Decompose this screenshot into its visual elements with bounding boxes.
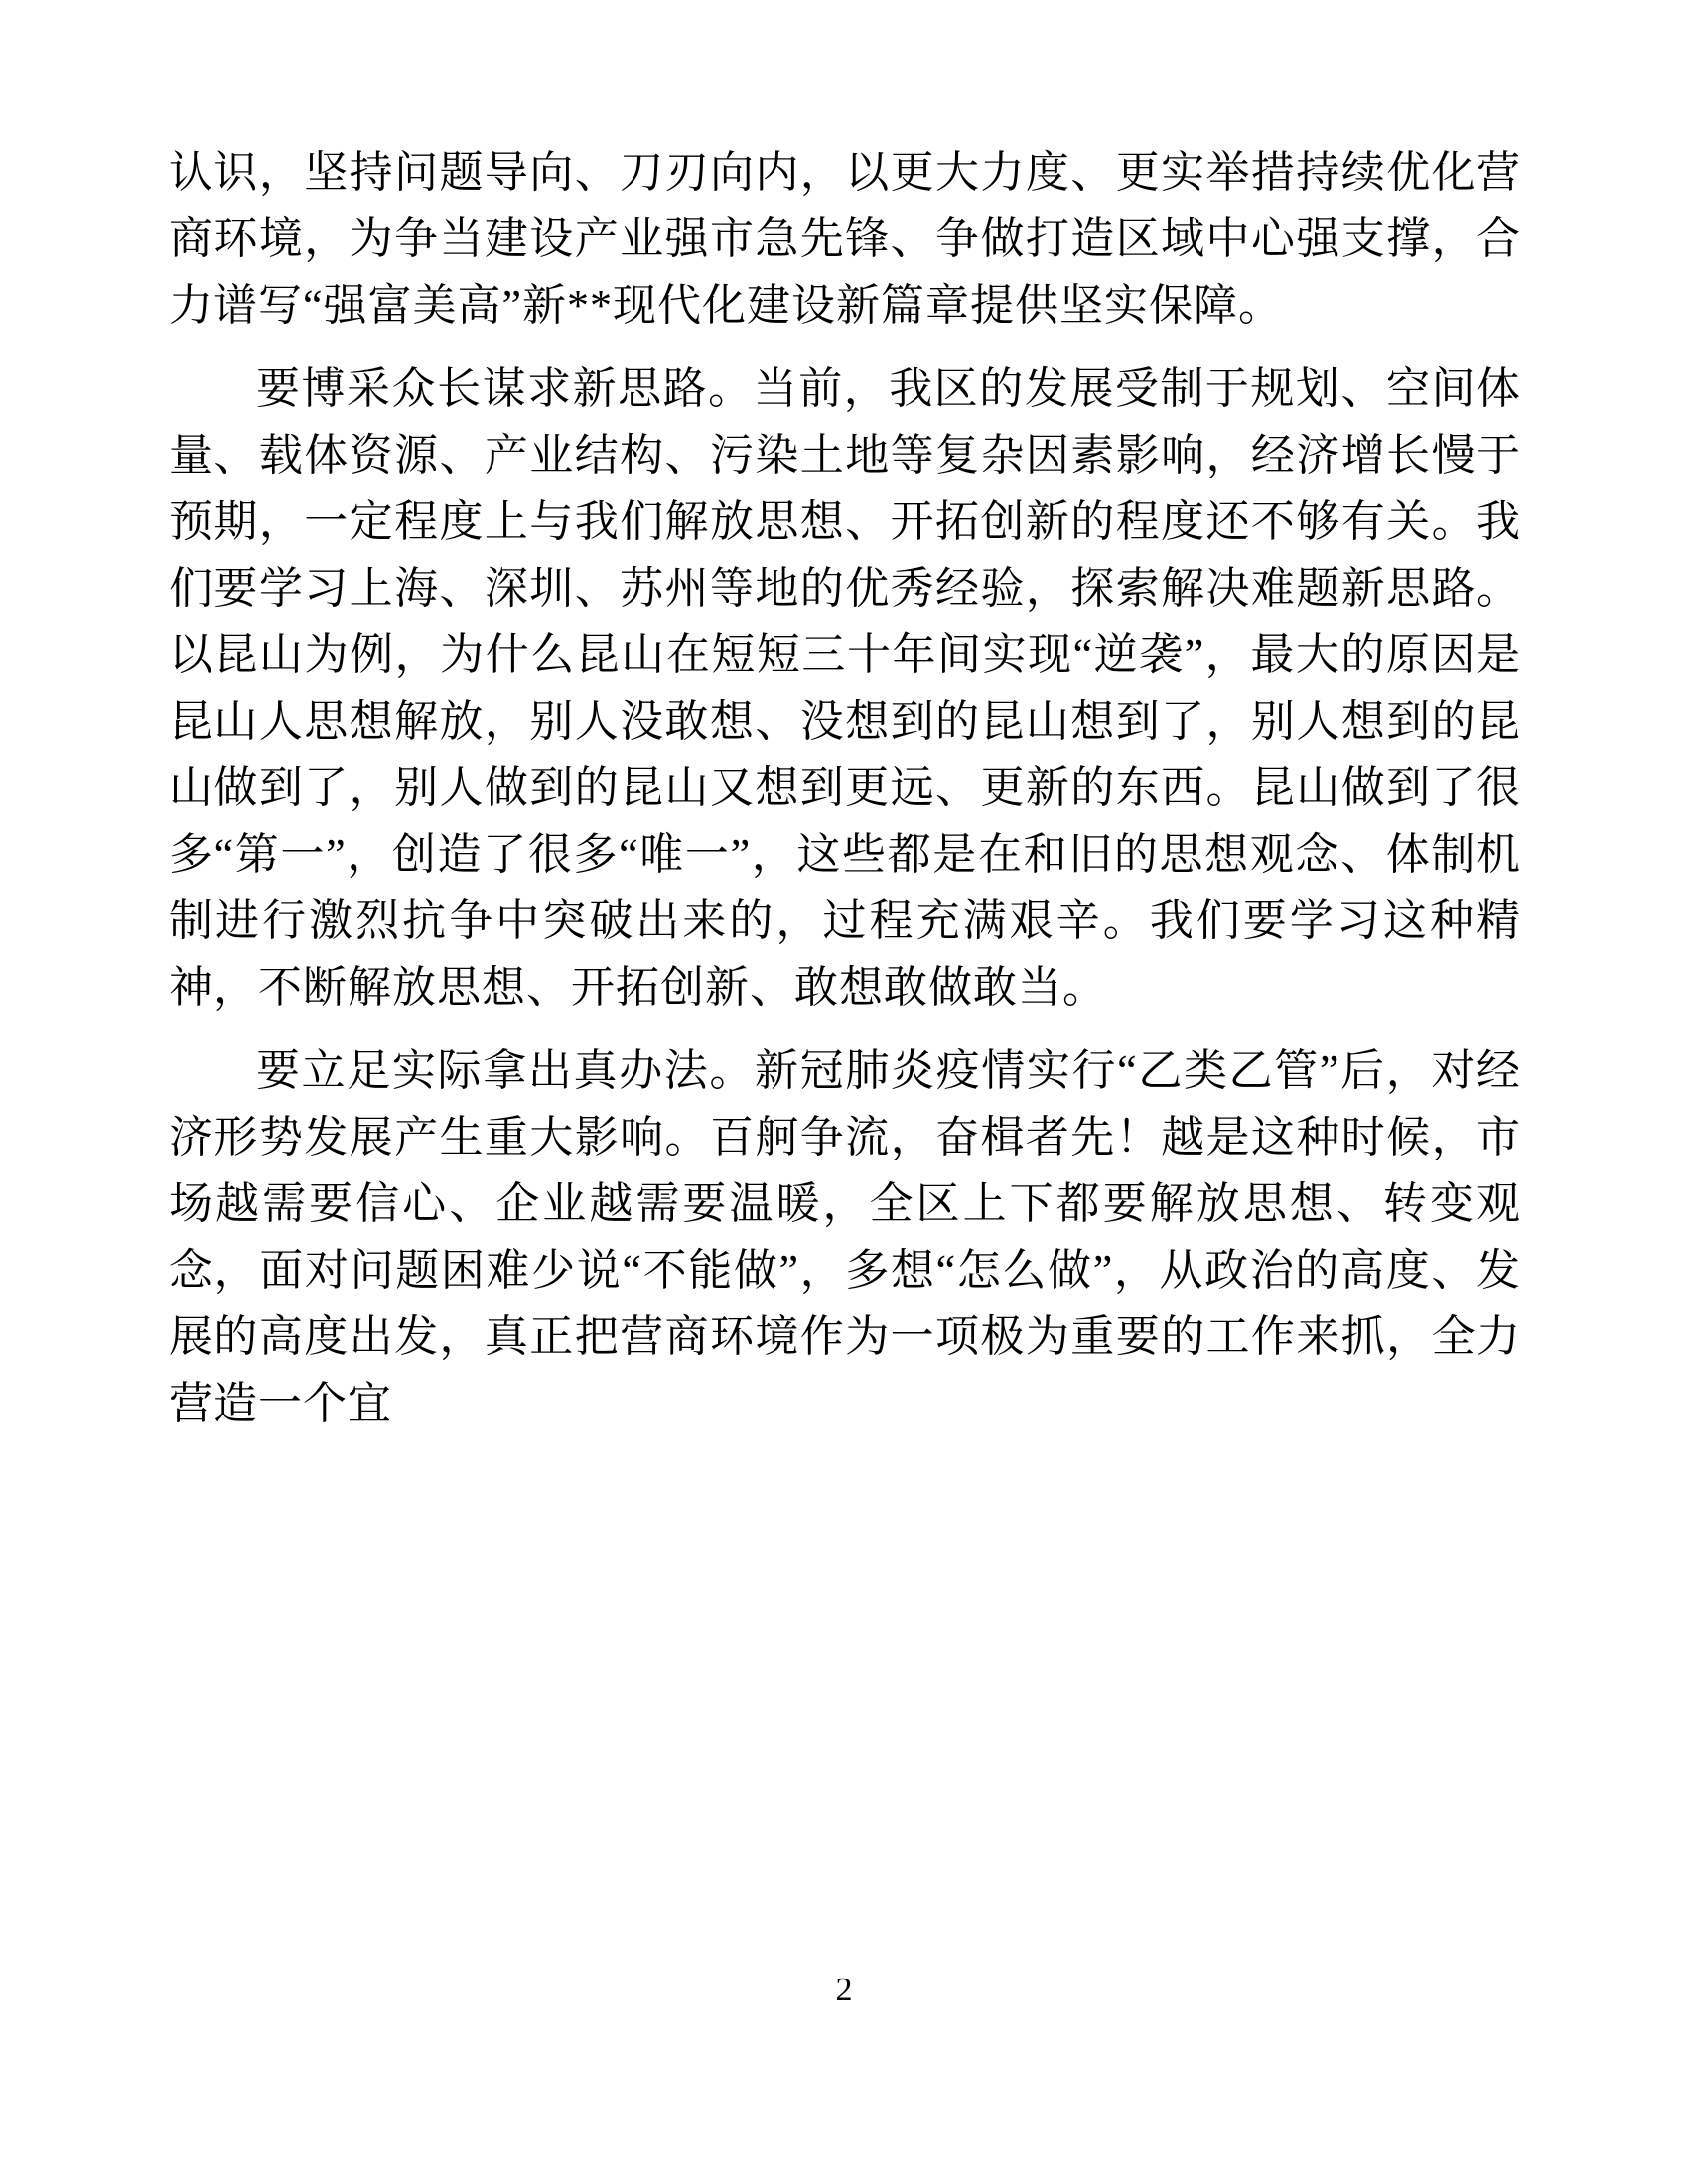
document-body <box>169 139 1521 1453</box>
paragraph-continuation: 认识，坚持问题导向、刀刃向内，以更大力度、更实举措持续优化营商环境，为争当建设产业强市急先锋、争做打造区域中心强支撑，合力谱写“强富美高”新**现代化建设新篇章提供坚实保障。 <box>169 148 1521 330</box>
page-number: 2 <box>835 1972 853 2008</box>
paragraph: 要博采众长谋求新思路。当前，我区的发展受制于规划、空间体量、载体资源、产业结构、污染土地等复杂因素影响，经济增长慢于预期，一定程度上与我们解放思想、开拓创新的程度还不够有关。我们要学习上海、深圳、苏州等地的优秀经验，探索解决难题新思路。以昆山为例，为什么昆山在短短三十年间实现“逆袭”，最大的原因是昆山人思想解放，别人没敢想、没想到的昆山想到了，别人想到的昆山做到了，别人做到的昆山又想到更远、更新的东西。昆山做到了很多“第一”，创造了很多“唯一”，这些都是在和旧的思想观念、体制机制进行激烈抗争中突破出来的，过程充满艰辛。我们要学习这种精神，不断解放思想、开拓创新、敢想敢做敢当。 <box>169 364 1521 1012</box>
paragraph: 要立足实际拿出真办法。新冠肺炎疫情实行“乙类乙管”后，对经济形势发展产生重大影响。百舸争流，奋楫者先！越是这种时候，市场越需要信心、企业越需要温暖，全区上下都要解放思想、转变观念，面对问题困难少说“不能做”，多想“怎么做”，从政治的高度、发展的高度出发，真正把营商环境作为一项极为重要的工作来抓，全力营造一个宜 <box>169 1046 1521 1428</box>
